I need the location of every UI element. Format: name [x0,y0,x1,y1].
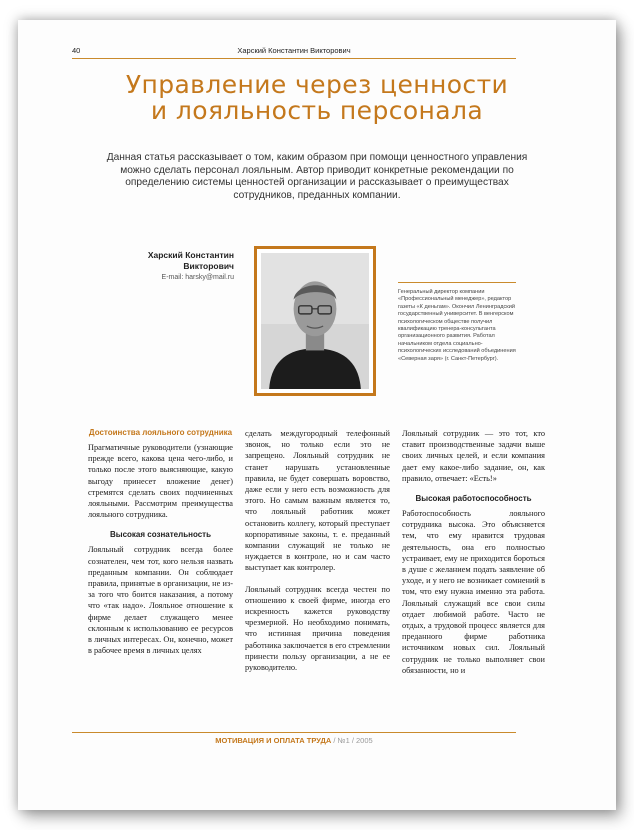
page-footer [72,732,516,750]
author-block [132,250,234,281]
section-heading: Достоинства лояльного сотрудника [88,428,233,437]
author-photo [261,253,369,389]
column-2 [245,428,390,673]
author-bio: Генеральный директор компании «Профессиональный менеджер», редактор газеты «К деньгам». Окончил Ленинградский государственный университет. В венгерском психологическом обществе получил квалификацию тренера-консультанта организационного развития. Работал начальником отдела социально-психологических исследований объединения «Северная заря» (г. Санкт-Петербург). [398,289,516,362]
paragraph: сделать междугородный телефонный звонок, но только если это не запрещено. Лояльный сотрудник не станет нарушать установленные правила, не будет совершать воровство, даже если у него есть возможность для этого. Но самым важным является то, что лояльный работник может остановить коллегу, который преступает корпоративные законы, т. е. преданный компании служащий не только не нуждается в контроле, но и сам часто выступает как контролер. [245,429,390,573]
bio-divider [398,282,516,283]
paragraph: Лояльный сотрудник всегда более сознателен, чем тот, кого нельзя назвать преданным компании. Он соблюдает правила, принятые в организации, не из-за того что боится наказания, а потому что «так надо». Лояльное отношение к фирме делает служащего менее склонным к использованию ее ресурсов в личных интересах. Он, конечно, может в рабочее время в личных целях [88,545,233,656]
subsection-heading: Высокая сознательность [109,530,212,540]
paragraph: Лояльный сотрудник — это тот, кто ставит производственные задачи выше своих личных целей, и если компания дает ему какое-либо задание, он, как правило, отвечает: «Есть!» [402,429,545,483]
paragraph: Прагматичные руководители (узнающие прежде всего, какова цена чего-либо, и только после этого выясняющие, какую выгоду принесет вложение денег) стремятся сделать своих подчиненных лояльными. Рассмотрим преимущества лояльного сотрудника. [88,443,233,520]
header-author: Харский Константин Викторович [237,46,351,55]
article-lead: Данная статья рассказывает о том, каким образом при помощи ценностного управления можно сделать персонал лояльным. Автор приводит конкретные рекомендации по определению системы ценностей организации и рассказывает о преимуществах сотрудников, преданных компании. [106,152,528,201]
magazine-name: МОТИВАЦИЯ И ОПЛАТА ТРУДА [215,736,332,745]
author-email: E-mail: harsky@mail.ru [161,274,234,281]
column-3 [402,428,545,676]
column-1 [88,428,233,656]
magazine-page [18,20,616,810]
issue-number: / №1 / 2005 [333,736,373,745]
paragraph: Лояльный сотрудник всегда честен по отношению к своей фирме, иногда его искренность кажется руководству чрезмерной. Но необходимо понимать, что истинная причина поведения работника заключается в его стремлении принести пользу организации, а не ее руководителю. [245,584,390,673]
running-header [72,44,516,59]
paragraph: Работоспособность лояльного сотрудника высока. Это объясняется тем, что ему нравится трудовая деятельность, она его полностью устраивает, ему не приходится бороться в душе с желанием подать заявление об уходе, и у него не возникает сомнений в том, что ему нужна именно эта работа. Лояльный служащий все свои силы отдает любимой работе. Часто не отдых, а трудовой процесс является для преданного фирме работника источником новых сил. Лояльный сотрудник не только выполняет свои обязанности, но и [402,509,545,675]
author-name: Харский Константин Викторович [147,250,234,271]
author-photo-frame [254,246,376,396]
title-line-1: Управление через ценности [125,70,509,99]
page-number: 40 [72,46,81,55]
title-line-2: и лояльность персонала [150,96,484,125]
subsection-heading: Высокая работоспособность [415,494,532,504]
article-title [60,72,574,124]
